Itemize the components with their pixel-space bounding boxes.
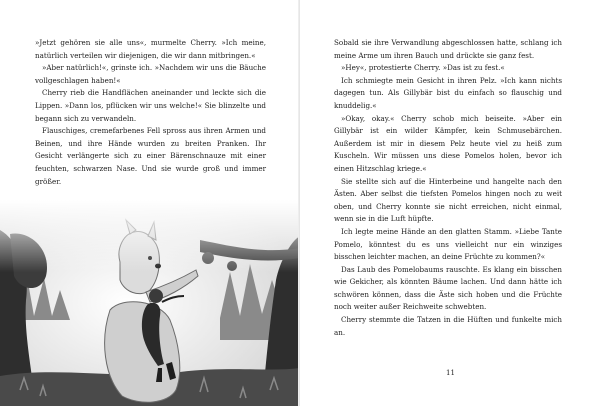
paragraph: »Hey«, protestierte Cherry. »Das ist zu fest.« [341,63,505,73]
page-number: 11 [446,369,455,377]
paragraph: »Jetzt gehören sie alle uns«, murmelte Cherry. »Ich meine, natürlich verteilen wir diejenigen, die wir dann mitbringen.« [35,38,266,60]
paragraph: »Aber natürlich!«, grinste ich. »Nachdem wir uns die Bäuche vollgeschlagen haben!« [35,63,266,85]
right-page-text [334,37,562,339]
paragraph: »Okay, okay.« Cherry schob mich beiseite. »Aber ein Gillybär ist ein wilder Kämpfer, kein Schmusebärchen. Außerdem ist mir in diesem Pelz heute viel zu heiß zum Kuscheln. Wir müssen uns diese Pomelos holen, bevor ich einen Hitzschlag kriege.« [334,113,562,173]
paragraph: Cherry rieb die Handflächen aneinander und leckte sich die Lippen. »Dann los, pflücken wir uns welche!« Sie blinzelte und begann sich zu verwandeln. [35,88,266,123]
paragraph: Sie stellte sich auf die Hinterbeine und hangelte nach den Ästen. Aber selbst die tiefsten Pomelos hingen noch zu weit oben, und Cherry konnte sie nicht erreichen, nicht einmal, wenn sie in die Luft hüpfte. [334,176,562,224]
paragraph: Sobald sie ihre Verwandlung abgeschlossen hatte, schlang ich meine Arme um ihren Bauch und drückte sie ganz fest. [334,38,562,60]
paragraph: Flauschiges, cremefarbenes Fell spross aus ihren Armen und Beinen, und ihre Hände wurden zu breiten Pranken. Ihr Gesicht verlängerte sich zu einer Bärenschnauze mit einer feuchten, schwarzen Nase. Und sie wurde groß und immer größer. [35,126,266,186]
paragraph: Ich schmiegte mein Gesicht in ihren Pelz. »Ich kann nichts dagegen tun. Als Gillybär bist du einfach so flauschig und knuddelig.« [334,75,562,110]
paragraph: Das Laub des Pomelobaums rauschte. Es klang ein bisschen wie Gekicher, als könnten Bäume lachen. Und dann hätte ich schwören können, dass die Äste sich hoben und die Früchte noch weiter außer Reichweite schwebten. [334,264,562,312]
left-page-text [35,37,266,188]
paragraph: Cherry stemmte die Tatzen in die Hüften und funkelte mich an. [334,315,562,337]
paragraph: Ich legte meine Hände an den glatten Stamm. »Liebe Tante Pomelo, könntest du es uns vielleicht nur ein winziges bisschen leichter machen, an deine Früchte zu kommen?« [334,226,562,262]
bear-girl-illustration-icon [0,200,300,406]
